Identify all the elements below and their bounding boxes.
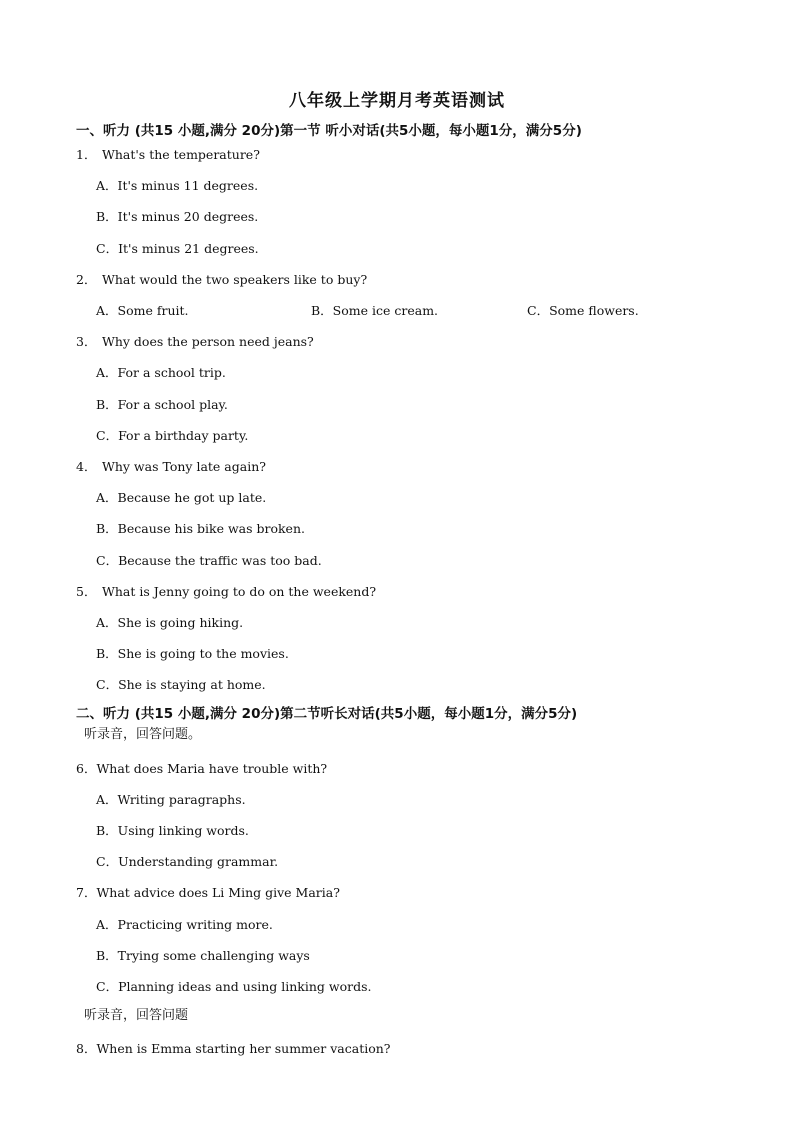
question-number: 7． [76, 885, 97, 900]
option-3c: C．For a birthday party. [96, 428, 249, 443]
question-2 [76, 272, 367, 288]
question-text: Why does the person need jeans? [102, 334, 314, 349]
question-1 [76, 147, 260, 163]
question-number: 2． [76, 272, 97, 287]
option-2a: A．Some fruit. [96, 303, 189, 318]
question-8 [76, 1041, 391, 1057]
question-number: 3． [76, 334, 97, 349]
section-heading-2: 二、听力 (共15 小题,满分 20分)第二节听长对话(共5小题，每小题1分，满分5分) [76, 706, 578, 722]
option-6c: C．Understanding grammar. [96, 854, 279, 869]
option-6a: A．Writing paragraphs. [96, 792, 246, 807]
question-number: 4． [76, 459, 97, 474]
question-6 [76, 761, 327, 777]
option-2b: B．Some ice cream. [311, 303, 439, 318]
question-number: 8． [76, 1041, 97, 1056]
question-text: What would the two speakers like to buy? [102, 272, 368, 287]
question-text: When is Emma starting her summer vacation? [96, 1041, 391, 1056]
section-heading-1: 一、听力 (共15 小题,满分 20分)第一节 听小对话(共5小题，每小题1分，满分5分) [76, 123, 582, 139]
question-text: What's the temperature? [102, 147, 260, 162]
question-number: 1． [76, 147, 97, 162]
option-6b: B．Using linking words. [96, 823, 249, 838]
option-1a: A．It's minus 11 degrees. [96, 178, 259, 193]
option-7b: B．Trying some challenging ways [96, 948, 310, 963]
option-4b: B．Because his bike was broken. [96, 521, 305, 536]
question-5 [76, 584, 376, 600]
option-7a: A．Practicing writing more. [96, 917, 273, 932]
option-3a: A．For a school trip. [96, 365, 226, 380]
question-text: What is Jenny going to do on the weekend? [102, 584, 377, 599]
option-5b: B．She is going to the movies. [96, 646, 289, 661]
question-text: What advice does Li Ming give Maria? [96, 885, 340, 900]
option-1b: B．It's minus 20 degrees. [96, 209, 259, 224]
option-4a: A．Because he got up late. [96, 490, 267, 505]
question-4 [76, 459, 266, 475]
question-3 [76, 334, 314, 350]
option-1c: C．It's minus 21 degrees. [96, 241, 259, 256]
page-title: 八年级上学期月考英语测试 [289, 91, 505, 111]
option-3b: B．For a school play. [96, 397, 228, 412]
option-5c: C．She is staying at home. [96, 677, 266, 692]
instruction-note: 听录音，回答问题。 [84, 727, 202, 742]
question-number: 5． [76, 584, 97, 599]
question-number: 6． [76, 761, 97, 776]
option-7c: C．Planning ideas and using linking words. [96, 979, 372, 994]
instruction-note: 听录音，回答问题 [84, 1008, 189, 1023]
question-7 [76, 885, 340, 901]
option-5a: A．She is going hiking. [96, 615, 244, 630]
question-text: What does Maria have trouble with? [96, 761, 328, 776]
question-text: Why was Tony late again? [102, 459, 266, 474]
option-4c: C．Because the traffic was too bad. [96, 553, 322, 568]
option-2c: C．Some flowers. [527, 303, 639, 318]
